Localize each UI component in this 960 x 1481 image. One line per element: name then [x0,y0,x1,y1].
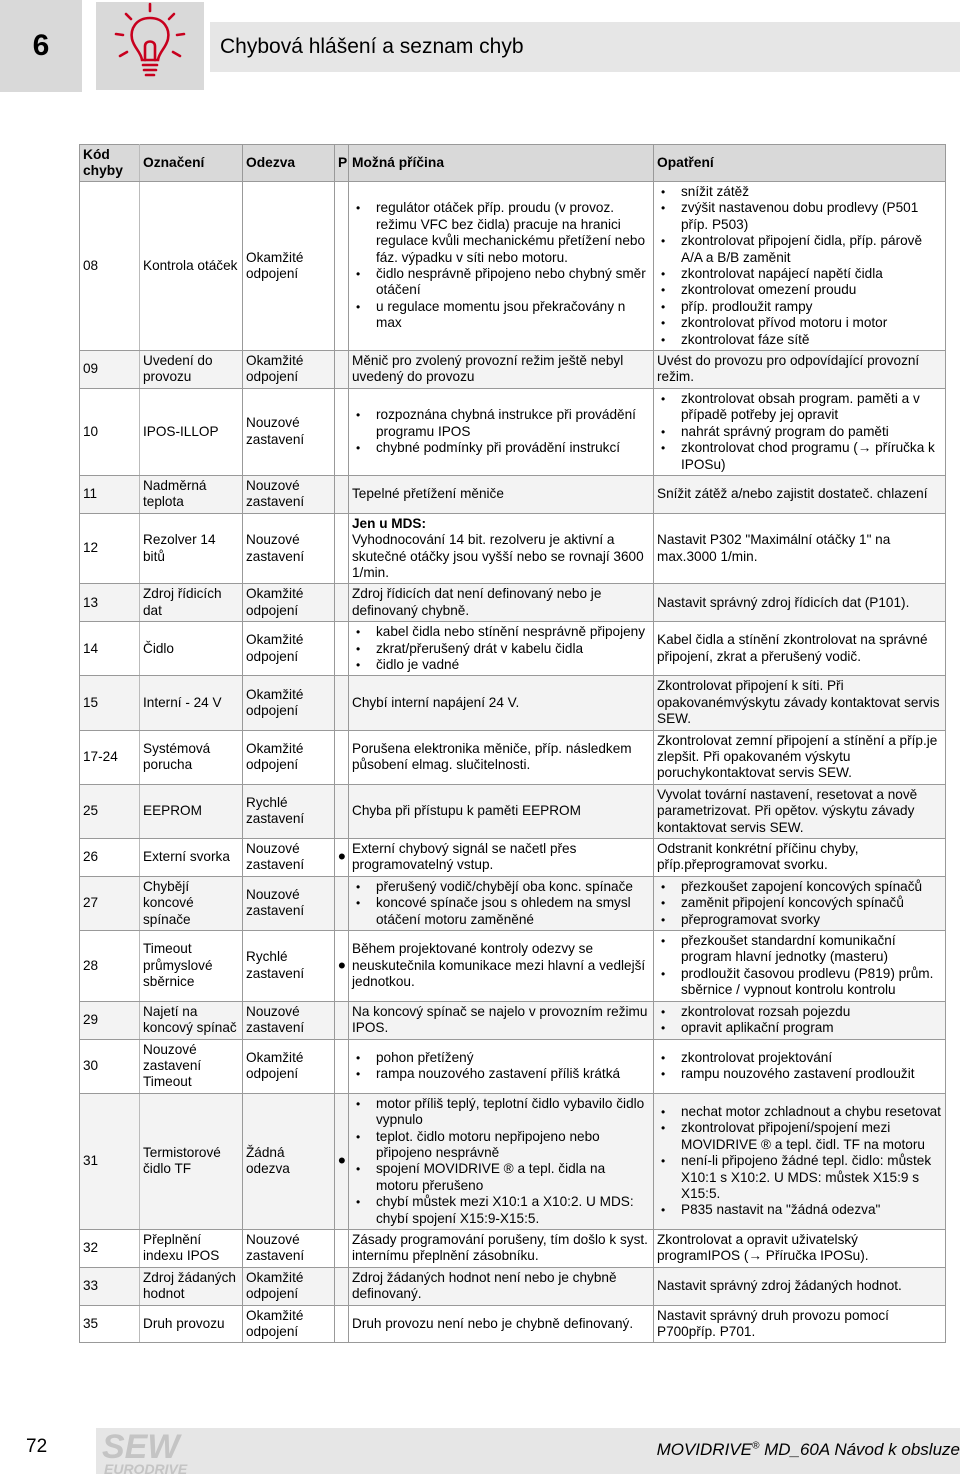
possible-cause [349,513,654,584]
table-row [80,1039,946,1093]
possible-cause-list [352,407,650,456]
error-response: Okamžité odpojení [243,730,335,784]
list-item: • teplot. čidlo motoru nepřipojeno nebo připojeno nesprávně [352,1129,650,1162]
chapter-number: 6 [32,29,50,62]
error-list-table [79,144,946,1343]
list-item: • rampu nouzového zastavení prodloužit [657,1066,942,1082]
p-marker [335,622,349,676]
error-code: 15 [80,676,140,730]
p-marker [335,1305,349,1343]
possible-cause-list [352,624,650,673]
error-code: 27 [80,876,140,930]
possible-cause [349,1039,654,1093]
possible-cause [349,388,654,475]
possible-cause [349,182,654,351]
table-row [80,622,946,676]
lightbulb-icon [96,2,204,90]
table-row [80,584,946,622]
possible-cause [349,730,654,784]
error-code: 11 [80,475,140,513]
remedy [654,513,946,584]
error-name: Interní - 24 V [140,676,243,730]
column-header-name: Označení [140,145,243,182]
registered-mark: ® [751,1440,760,1452]
list-item: • rampa nouzového zastavení příliš krátká [352,1066,650,1082]
p-marker [335,784,349,838]
table-row [80,388,946,475]
table-row [80,784,946,838]
p-marker [335,1039,349,1093]
table-row [80,182,946,351]
list-item: • kabel čidla nebo stínění nesprávně připojeny [352,624,650,640]
error-response: Nouzové zastavení [243,876,335,930]
error-response: Okamžité odpojení [243,1305,335,1343]
possible-cause [349,1305,654,1343]
remedy [654,784,946,838]
possible-cause-text: Vyhodnocování 14 bit. rezolveru je aktivní a skutečné otáčky jsou vyšší nebo se rovnají 3600 1/min. [352,532,644,580]
column-header-code: Kód chyby [80,145,140,182]
remedy [654,676,946,730]
possible-cause [349,1093,654,1229]
column-header-action: Opatření [654,145,946,182]
table-header-row [80,145,946,182]
list-item: • čidlo nesprávně připojeno nebo chybný směr otáčení [352,266,650,299]
error-response: Okamžité odpojení [243,622,335,676]
list-item: • přezkoušet standardní komunikační program hlavní jednotky (masteru) [657,933,942,966]
table-row [80,1093,946,1229]
possible-cause-text: Externí chybový signál se načetl přes programovatelný vstup. [352,841,577,873]
remedy [654,584,946,622]
list-item: • motor příliš teplý, teplotní čidlo vybavilo čidlo vypnulo [352,1096,650,1129]
svg-text:EURODRIVE: EURODRIVE [104,1461,188,1476]
remedy-list [657,879,942,928]
list-item: • zkrat/přerušený drát v kabelu čidla [352,641,650,657]
possible-cause [349,784,654,838]
remedy-text: Snížit zátěž a/nebo zajistit dostateč. chlazení [657,486,928,502]
remedy [654,1267,946,1305]
error-code: 32 [80,1229,140,1267]
list-item: • není-li připojeno žádné tepl. čidlo: můstek X10:1 s X10:2. U MDS: můstek X15:9 s X15:5. [657,1153,942,1202]
error-code: 26 [80,839,140,877]
remedy [654,1093,946,1229]
p-marker [335,876,349,930]
cause-note-bold: Jen u MDS: [352,515,427,531]
list-item: • zkontrolovat omezení proudu [657,282,942,298]
error-response: Nouzové zastavení [243,475,335,513]
remedy-text: Nastavit P302 "Maximální otáčky 1" na max.3000 1/min. [657,532,891,564]
error-code: 33 [80,1267,140,1305]
table-row [80,1305,946,1343]
possible-cause-list [352,1096,650,1227]
remedy-list [657,1050,942,1083]
error-response: Žádná odezva [243,1093,335,1229]
p-marker [335,584,349,622]
error-name: Zdroj žádaných hodnot [140,1267,243,1305]
possible-cause [349,584,654,622]
possible-cause-text: Zásady programování porušeny, tím došlo k syst. internímu přeplnění zásobníku. [352,1231,648,1264]
error-response: Okamžité odpojení [243,351,335,389]
error-response: Okamžité odpojení [243,1039,335,1093]
list-item: • pohon přetížený [352,1050,650,1066]
remedy [654,622,946,676]
p-marker [335,676,349,730]
possible-cause [349,876,654,930]
remedy-text: Zkontrolovat a opravit uživatelský programIPOS (→ Příručka IPOSu). [657,1231,869,1264]
table-row [80,839,946,877]
error-name: Zdroj řídicích dat [140,584,243,622]
list-item: • opravit aplikační program [657,1020,942,1036]
remedy-list [657,391,942,473]
remedy-list [657,933,942,999]
list-item: • zkontrolovat fáze sítě [657,332,942,348]
p-marker [335,1001,349,1039]
error-response: Nouzové zastavení [243,513,335,584]
error-response: Rychlé zastavení [243,931,335,1002]
error-name: Systémová porucha [140,730,243,784]
column-header-p: P [335,145,349,182]
possible-cause [349,475,654,513]
remedy [654,1305,946,1343]
list-item: • zkontrolovat připojení čidla, příp. párově A/A a B/B zaměnit [657,233,942,266]
error-name: Nadměrná teplota [140,475,243,513]
possible-cause [349,676,654,730]
list-item: • koncové spínače jsou s ohledem na smysl otáčení motoru zaměněné [352,895,650,928]
possible-cause [349,622,654,676]
possible-cause [349,1267,654,1305]
list-item: • přerušený vodič/chybějí oba konc. spínače [352,879,650,895]
title-bar [210,22,960,72]
error-response: Nouzové zastavení [243,1001,335,1039]
possible-cause-list [352,1050,650,1083]
error-name: Uvedení do provozu [140,351,243,389]
error-name: Druh provozu [140,1305,243,1343]
list-item: • nahrát správný program do paměti [657,424,942,440]
possible-cause-list [352,879,650,928]
list-item: • zkontrolovat obsah program. paměti a v případě potřeby jej opravit [657,391,942,424]
table-row [80,1267,946,1305]
list-item: • zkontrolovat přívod motoru i motor [657,315,942,331]
table-row [80,1229,946,1267]
error-name: Timeout průmyslové sběrnice [140,931,243,1002]
error-name: Chybějí koncové spínače [140,876,243,930]
error-code: 28 [80,931,140,1002]
error-response: Nouzové zastavení [243,839,335,877]
remedy-text: Nastavit správný druh provozu pomocí P700příp. P701. [657,1307,889,1339]
error-code: 31 [80,1093,140,1229]
list-item: • příp. prodloužit rampy [657,299,942,315]
list-item: • zvýšit nastavenou dobu prodlevy (P501 příp. P503) [657,200,942,233]
p-marker [335,730,349,784]
list-item: • zkontrolovat chod programu (→ příručka k IPOSu) [657,440,942,473]
error-code: 12 [80,513,140,584]
error-response: Nouzové zastavení [243,1229,335,1267]
p-marker: • [335,839,349,877]
error-name: EEPROM [140,784,243,838]
p-marker [335,475,349,513]
list-item: • zkontrolovat napájecí napětí čidla [657,266,942,282]
document-title-rest: MD_60A Návod k obsluze [759,1440,960,1459]
error-code: 35 [80,1305,140,1343]
error-code: 10 [80,388,140,475]
remedy-list [657,1004,942,1037]
possible-cause-text: Na koncový spínač se najelo v provozním režimu IPOS. [352,1003,648,1036]
table-row [80,931,946,1002]
list-item: • přeprogramovat svorky [657,912,942,928]
remedy-text: Uvést do provozu pro odpovídající provozní režim. [657,353,920,385]
error-name: Kontrola otáček [140,182,243,351]
list-item: • P835 nastavit na "žádná odezva" [657,1202,942,1218]
possible-cause-text: Zdroj řídicích dat není definovaný nebo je definovaný chybně. [352,586,602,618]
error-response: Rychlé zastavení [243,784,335,838]
error-name: Termistorové čidlo TF [140,1093,243,1229]
possible-cause-text: Porušena elektronika měniče, příp. následkem působení elmag. slučitelnosti. [352,740,632,773]
p-marker [335,351,349,389]
remedy-text: Nastavit správný zdroj žádaných hodnot. [657,1277,902,1293]
table-row [80,676,946,730]
possible-cause [349,1229,654,1267]
remedy-text: Vyvolat tovární nastavení, resetovat a nově parametrizovat. Při opětov. výskytu závady kontaktovat servis SEW. [657,786,918,835]
error-name: Čidlo [140,622,243,676]
error-response: Nouzové zastavení [243,388,335,475]
error-response: Okamžité odpojení [243,182,335,351]
error-name: Najetí na koncový spínač [140,1001,243,1039]
error-code: 17-24 [80,730,140,784]
sew-eurodrive-logo [100,1430,210,1476]
error-name: Nouzové zastavení Timeout [140,1039,243,1093]
error-name: Externí svorka [140,839,243,877]
remedy [654,730,946,784]
possible-cause-text: Chybí interní napájení 24 V. [352,694,520,710]
list-item: • snížit zátěž [657,184,942,200]
possible-cause [349,931,654,1002]
error-code: 14 [80,622,140,676]
remedy [654,475,946,513]
error-code: 29 [80,1001,140,1039]
p-marker: • [335,931,349,1002]
column-header-response: Odezva [243,145,335,182]
remedy [654,182,946,351]
table-row [80,876,946,930]
error-response: Okamžité odpojení [243,584,335,622]
p-marker [335,513,349,584]
list-item: • čidlo je vadné [352,657,650,673]
chapter-number-box [0,0,82,92]
possible-cause-text: Měnič pro zvolený provozní režim ještě nebyl uvedený do provozu [352,353,624,385]
remedy-text: Zkontrolovat připojení k síti. Při opakovanémvýskytu závady kontaktovat servis SEW. [657,678,940,727]
svg-text:SEW: SEW [102,1430,180,1466]
remedy-text: Zkontrolovat zemní připojení a stínění a příp.je zlepšit. Při opakovaném výskytu poruchykontaktovat servis SEW. [657,732,938,781]
possible-cause-text: Tepelné přetížení měniče [352,486,504,502]
table-row [80,351,946,389]
error-code: 13 [80,584,140,622]
list-item: • zkontrolovat rozsah pojezdu [657,1004,942,1020]
error-code: 08 [80,182,140,351]
list-item: • přezkoušet zapojení koncových spínačů [657,879,942,895]
possible-cause [349,839,654,877]
list-item: • zkontrolovat projektování [657,1050,942,1066]
table-body [80,182,946,1343]
page-title: Chybová hlášení a seznam chyb [220,35,524,58]
remedy [654,1039,946,1093]
list-item: • chybí můstek mezi X10:1 a X10:2. U MDS: chybí spojení X15:9-X15:5. [352,1194,650,1227]
remedy-list [657,184,942,348]
error-code: 30 [80,1039,140,1093]
list-item: • zaměnit připojení koncových spínačů [657,895,942,911]
possible-cause [349,351,654,389]
error-code: 09 [80,351,140,389]
column-header-cause: Možná příčina [349,145,654,182]
list-item: • rozpoznána chybná instrukce při provádění programu IPOS [352,407,650,440]
error-name: IPOS-ILLOP [140,388,243,475]
possible-cause-text: Chyba při přístupu k paměti EEPROM [352,803,581,819]
possible-cause [349,1001,654,1039]
list-item: • zkontrolovat připojení/spojení mezi MOVIDRIVE ® a tepl. čidl. TF na motoru [657,1120,942,1153]
document-title-brand: MOVIDRIVE [656,1440,752,1459]
error-code: 25 [80,784,140,838]
lightbulb-icon-graphic [96,2,204,90]
possible-cause-text: Během projektované kontroly odezvy se neuskutečnila komunikace mezi hlavní a vedlejší jednotkou. [352,941,646,990]
table-row [80,513,946,584]
remedy [654,931,946,1002]
list-item: • regulátor otáček příp. proudu (v provoz. režimu VFC bez čidla) pracuje na hranici regulace kvůli mechanickému přetížení nebo fáz. výpadku v síti nebo motoru. [352,200,650,266]
table-row [80,1001,946,1039]
error-response: Okamžité odpojení [243,676,335,730]
table-row [80,730,946,784]
p-marker [335,1267,349,1305]
remedy-list [657,1104,942,1219]
document-title [657,1440,960,1460]
p-marker: • [335,1093,349,1229]
remedy-text: Odstranit konkrétní příčinu chyby, příp.přeprogramovat svorku. [657,841,859,873]
remedy-text: Kabel čidla a stínění zkontrolovat na správné připojení, zkrat a přerušený vodič. [657,632,928,664]
remedy [654,1229,946,1267]
possible-cause-text: Druh provozu není nebo je chybně definovaný. [352,1315,634,1331]
remedy [654,351,946,389]
list-item: • u regulace momentu jsou překračovány n max [352,299,650,332]
remedy [654,1001,946,1039]
remedy [654,876,946,930]
list-item: • nechat motor zchladnout a chybu resetovat [657,1104,942,1120]
page-number: 72 [26,1436,48,1457]
list-item: • chybné podmínky při provádění instrukcí [352,440,650,456]
error-name: Přeplnění indexu IPOS [140,1229,243,1267]
list-item: • spojení MOVIDRIVE ® a tepl. čidla na motoru přerušeno [352,1161,650,1194]
p-marker [335,182,349,351]
remedy [654,388,946,475]
possible-cause-list [352,200,650,331]
p-marker [335,1229,349,1267]
error-response: Okamžité odpojení [243,1267,335,1305]
p-marker [335,388,349,475]
list-item: • prodloužit časovou prodlevu (P819) prům. sběrnice / vypnout kontrolu kontrolu [657,966,942,999]
table-row [80,475,946,513]
error-name: Rezolver 14 bitů [140,513,243,584]
remedy [654,839,946,877]
remedy-text: Nastavit správný zdroj řídicích dat (P101). [657,594,910,610]
possible-cause-text: Zdroj žádaných hodnot není nebo je chybně definovaný. [352,1269,617,1302]
